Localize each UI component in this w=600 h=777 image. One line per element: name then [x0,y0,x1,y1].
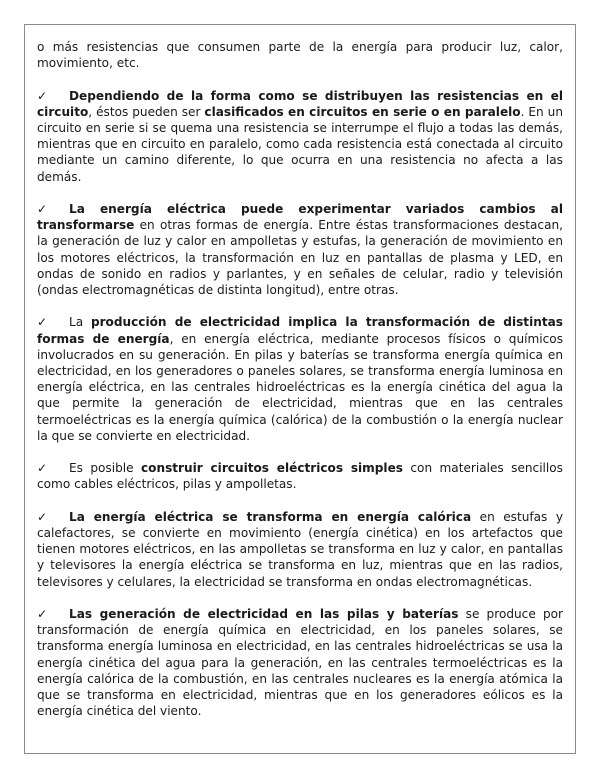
bullet-paragraph-series-parallel [37,88,563,185]
checkmark-icon: ✓ [37,509,48,524]
paragraph-bold-text: Dependiendo de la forma como se distribuyen las resistencias en el circuito [37,88,563,119]
checkmark-icon: ✓ [37,607,48,622]
paragraph-text: Es posible [69,461,141,476]
bullet-paragraph-caloric [37,509,563,590]
intro-text: o más resistencias que consumen parte de la energía para producir luz, calor, movimiento, etc. [37,40,563,71]
checkmark-icon: ✓ [37,315,48,330]
paragraph-bold-text: La energía eléctrica puede experimentar variados cambios al transformarse [37,202,563,233]
paragraph-text: en otras formas de energía. Entre éstas transformaciones destacan, la generación de luz y calor en ampolletas y estufas, la generación de movimiento en los motores eléctricos, la transformación en luz en pantallas de plasma y LED, en ondas de sonido en radios y parlantes, y en señales de celular, radio y televisión (ondas electromagnéticas de distinta longitud), entre otras. [37,218,563,298]
paragraph-text: con materiales sencillos como cables eléctricos, pilas y ampolletas. [37,461,563,492]
paragraph-text: , éstos pueden ser [88,104,205,119]
paragraph-text: , en energía eléctrica, mediante procesos físicos o químicos involucrados en su generación. En pilas y baterías se transforma energía química en electricidad, en los generadores o paneles solares, se transforma energía luminosa en energía eléctrica, en las centrales hidroeléctricas es la energía cinética del agua la que permite la generación de electricidad, mientras que en las centrales termoeléctricas es la energía química (calórica) de la combustión o la energía nuclear la que se convierte en electricidad. [37,331,564,443]
bullet-paragraph-energy-changes [37,201,563,298]
document-body [37,39,563,736]
bullet-paragraph-generation [37,606,563,719]
paragraph-bold-text: Las generación de electricidad en las pilas y baterías [69,607,459,622]
paragraph-text: en estufas y calefactores, se convierte en movimiento (energía cinética) en los artefactos que tienen motores eléctricos, en las ampolletas se transforma en luz y calor, en pantallas y televisores la energía eléctrica se transforma en luz, mientras que en las radios, televisores y celulares, la electricidad se transforma en ondas electromagnéticas. [37,509,563,589]
paragraph-bold-text: construir circuitos eléctricos simples [140,461,403,476]
paragraph-bold-text: La energía eléctrica se transforma en energía calórica [69,509,472,524]
bullet-paragraph-simple-circuits [37,460,563,492]
paragraph-text: La [69,315,91,330]
paragraph-bold-text: clasificados en circuitos en serie o en paralelo [204,104,521,119]
checkmark-icon: ✓ [37,202,48,216]
paragraph-text: . En un circuito en serie si se quema una resistencia se interrumpe el flujo a todas las demás, mientras que en circuito en paralelo, como cada resistencia está conectada al circuito mediante un camino diferente, lo que ocurra en una resistencia no afecta a las demás. [37,104,564,184]
bullet-paragraph-production [37,314,563,444]
intro-paragraph [37,39,563,71]
checkmark-icon: ✓ [37,461,48,476]
paragraph-text: se produce por transformación de energía química en electricidad, en los paneles solares, se transforma energía luminosa en electricidad, en las centrales hidroeléctricas se usa la energía cinética del agua para la generación, en las centrales termoeléctricas es la energía calórica de la combustión, en las centrales nucleares es la energía atómica la que se transforma en electricidad, mientras que en los generadores eólicos es la energía cinética del viento. [37,607,563,719]
checkmark-icon: ✓ [37,88,48,103]
paragraph-bold-text: producción de electricidad implica la transformación de distintas formas de energía [37,315,563,346]
